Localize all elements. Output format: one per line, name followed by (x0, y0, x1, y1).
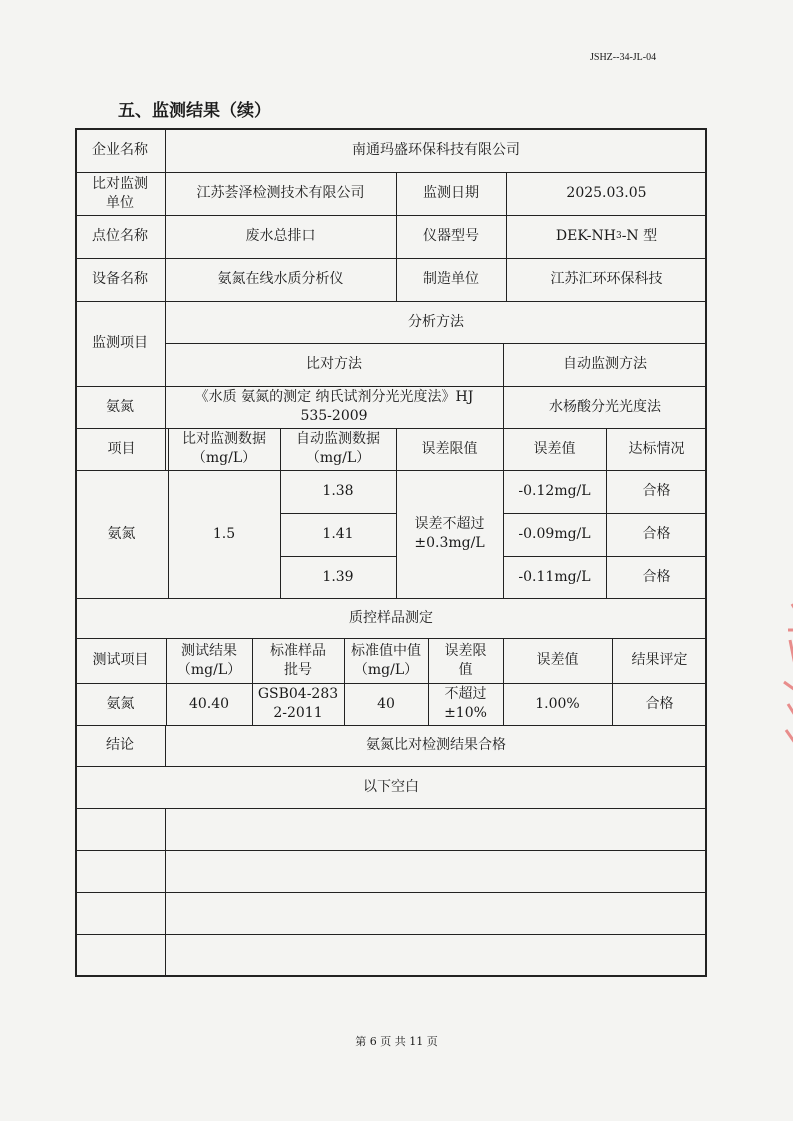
blank-note: 以下空白 (363, 778, 419, 795)
point-label: 点位名称 (92, 228, 148, 244)
result-value: 合格 (642, 526, 671, 542)
document-code: JSHZ--34-JL-04 (590, 52, 657, 63)
error-value: -0.12mg/L (518, 483, 591, 499)
method-item-name: 氨氮 (106, 398, 134, 415)
qc-th-item: 测试项目 (92, 652, 149, 668)
model-value: DEK-NH 3 -N 型 (555, 228, 658, 244)
monitor-item-label: 监测项目 (92, 335, 148, 351)
section-title: 五、监测结果（续） (118, 101, 271, 121)
qc-title: 质控样品测定 (349, 609, 433, 626)
device-label: 设备名称 (92, 271, 148, 287)
auto-value: 1.39 (322, 568, 354, 585)
qc-evaluation: 合格 (645, 695, 674, 712)
qc-result: 40.40 (188, 695, 230, 712)
company-value: 南通玛盛环保科技有限公司 (352, 141, 520, 158)
th-error: 误差值 (533, 440, 576, 457)
device-value: 氨氮在线水质分析仪 (217, 271, 344, 287)
date-value: 2025.03.05 (566, 185, 647, 201)
error-limit: 误差不超过±0.3mg/L (414, 516, 485, 551)
compare-method-label: 比对方法 (306, 356, 362, 372)
th-result: 达标情况 (628, 440, 685, 457)
result-value: 合格 (642, 568, 671, 585)
point-value: 废水总排口 (245, 228, 316, 244)
qc-error: 1.00% (535, 695, 580, 712)
th-item: 项目 (107, 440, 136, 457)
qc-limit: 不超过±10% (444, 686, 487, 721)
qc-th-limit: 误差限值 (444, 642, 487, 678)
maker-value: 江苏汇环环保科技 (550, 271, 663, 287)
qc-th-standard: 标准值中值（mg/L） (351, 642, 421, 678)
qc-th-batch: 标准样品批号 (270, 642, 326, 678)
qc-th-error: 误差值 (536, 652, 579, 668)
conclusion-label: 结论 (106, 737, 134, 753)
unit-label: 比对监测单位 (92, 175, 148, 211)
result-value: 合格 (642, 483, 671, 499)
red-stamp-fragment (770, 600, 793, 760)
qc-batch: GSB04-2832-2011 (257, 686, 339, 721)
unit-value: 江苏荟泽检测技术有限公司 (196, 185, 365, 201)
auto-method-value: 水杨酸分光光度法 (549, 398, 661, 415)
th-compare-data: 比对监测数据（mg/L） (182, 431, 266, 466)
qc-standard: 40 (377, 695, 395, 712)
company-label: 企业名称 (92, 141, 148, 158)
auto-value: 1.41 (322, 526, 354, 542)
compare-method-value: 《水质 氨氮的测定 纳氏试剂分光光度法》HJ 535-2009 (194, 389, 474, 424)
auto-method-label: 自动监测方法 (563, 356, 647, 372)
model-label: 仪器型号 (423, 228, 479, 244)
auto-value: 1.38 (322, 483, 354, 499)
qc-th-result: 测试结果（mg/L） (176, 642, 242, 678)
th-auto-data: 自动监测数据（mg/L） (296, 431, 380, 466)
compare-item: 氨氮 (107, 525, 136, 542)
error-value: -0.09mg/L (518, 526, 591, 542)
conclusion-value: 氨氮比对检测结果合格 (366, 737, 506, 753)
maker-label: 制造单位 (423, 271, 479, 287)
page-number: 第 6 页 共 11 页 (355, 1035, 438, 1048)
compare-value: 1.5 (212, 525, 236, 542)
date-label: 监测日期 (423, 185, 479, 201)
qc-item: 氨氮 (106, 695, 135, 712)
analysis-method-label: 分析方法 (408, 313, 464, 330)
th-limit: 误差限值 (421, 440, 478, 457)
qc-th-evaluation: 结果评定 (631, 652, 688, 668)
error-value: -0.11mg/L (518, 568, 591, 585)
